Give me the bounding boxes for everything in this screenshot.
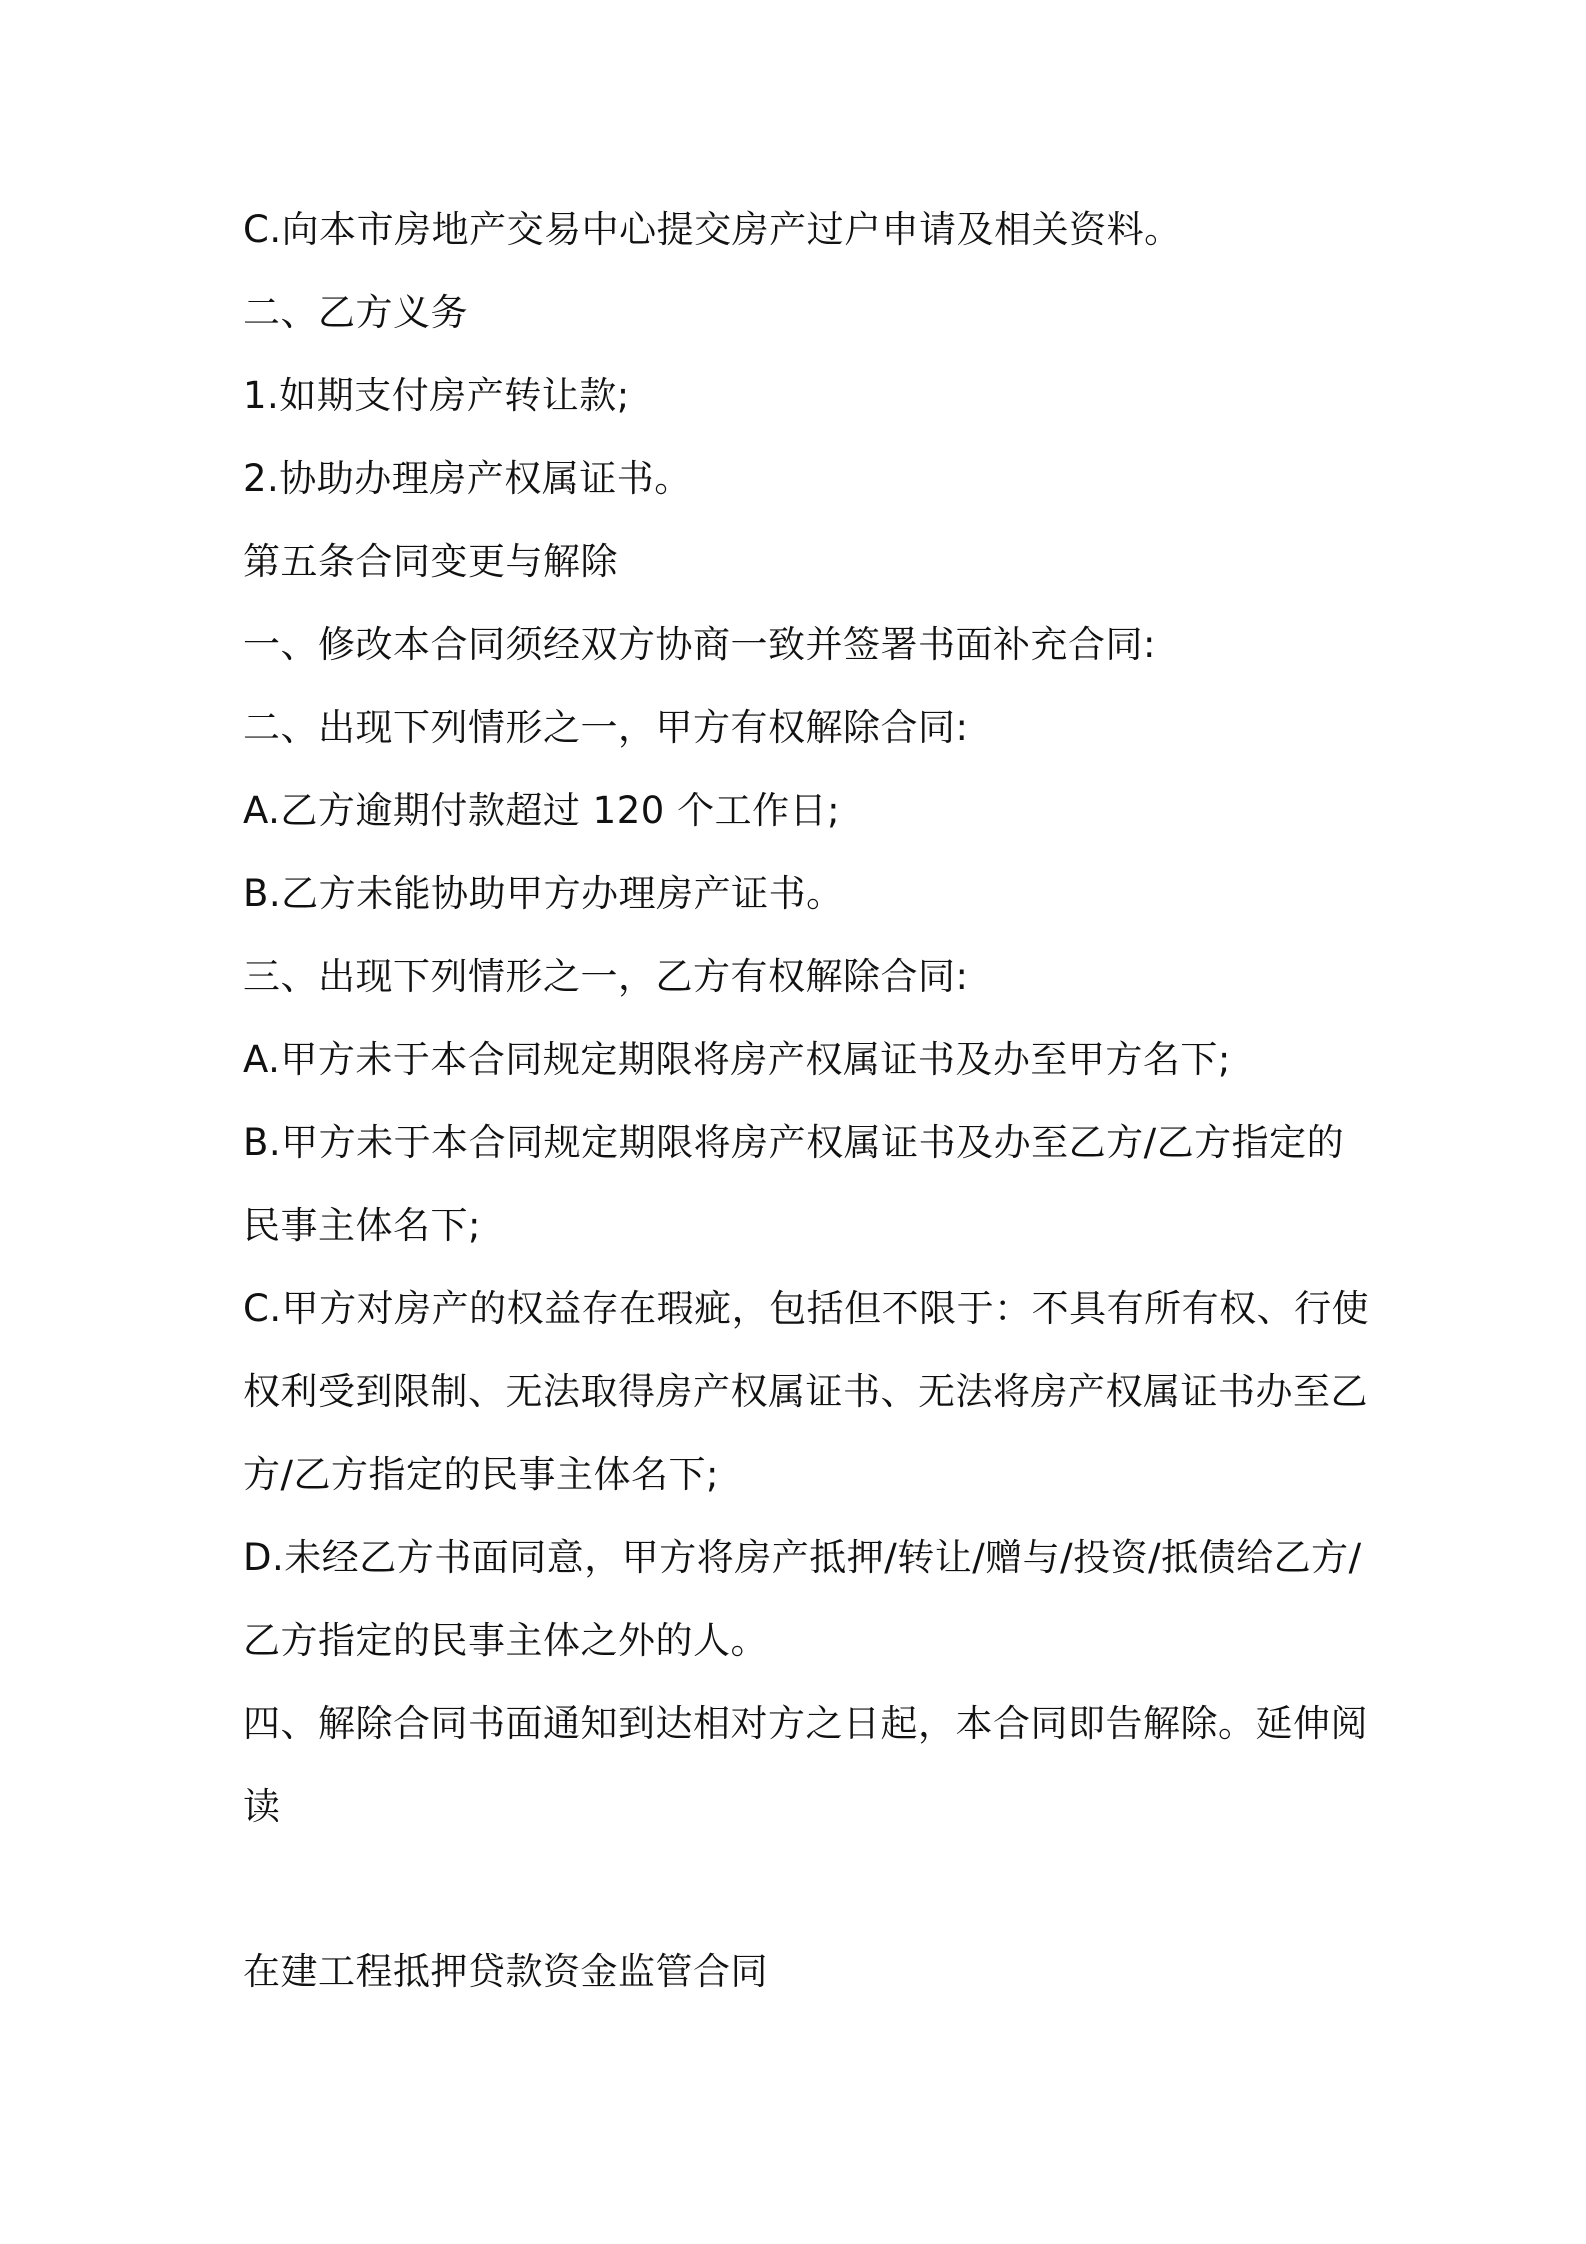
text-line: C.甲方对房产的权益存在瑕疵，包括但不限于：不具有所有权、行使 (243, 1287, 1370, 1330)
text-line: 方/乙方指定的民事主体名下; (243, 1453, 719, 1496)
text-line: B.乙方未能协助甲方办理房产证书。 (243, 872, 844, 915)
text-line: 1.如期支付房产转让款; (243, 374, 630, 417)
text-line: 一、修改本合同须经双方协商一致并签署书面补充合同: (243, 623, 1156, 666)
text-line: 三、出现下列情形之一，乙方有权解除合同: (243, 955, 969, 998)
text-line: A.乙方逾期付款超过 120 个工作日; (243, 789, 841, 832)
text-line: 民事主体名下; (243, 1204, 481, 1247)
text-line: D.未经乙方书面同意，甲方将房产抵押/转让/赠与/投资/抵债给乙方/ (243, 1536, 1362, 1579)
section-heading: 二、乙方义务 (243, 291, 468, 334)
text-line: 权利受到限制、无法取得房产权属证书、无法将房产权属证书办至乙 (243, 1370, 1368, 1413)
text-line: 读 (243, 1785, 281, 1828)
text-line: B.甲方未于本合同规定期限将房产权属证书及办至乙方/乙方指定的 (243, 1121, 1345, 1164)
article-heading: 第五条合同变更与解除 (243, 540, 618, 583)
text-line: 乙方指定的民事主体之外的人。 (243, 1619, 768, 1662)
text-line: A.甲方未于本合同规定期限将房产权属证书及办至甲方名下; (243, 1038, 1231, 1081)
document-title: 在建工程抵押贷款资金监管合同 (243, 1950, 768, 1993)
text-line: 2.协助办理房产权属证书。 (243, 457, 692, 500)
text-line: 二、出现下列情形之一，甲方有权解除合同: (243, 706, 969, 749)
text-line: C.向本市房地产交易中心提交房产过户申请及相关资料。 (243, 208, 1182, 251)
text-line: 四、解除合同书面通知到达相对方之日起，本合同即告解除。延伸阅 (243, 1702, 1368, 1745)
